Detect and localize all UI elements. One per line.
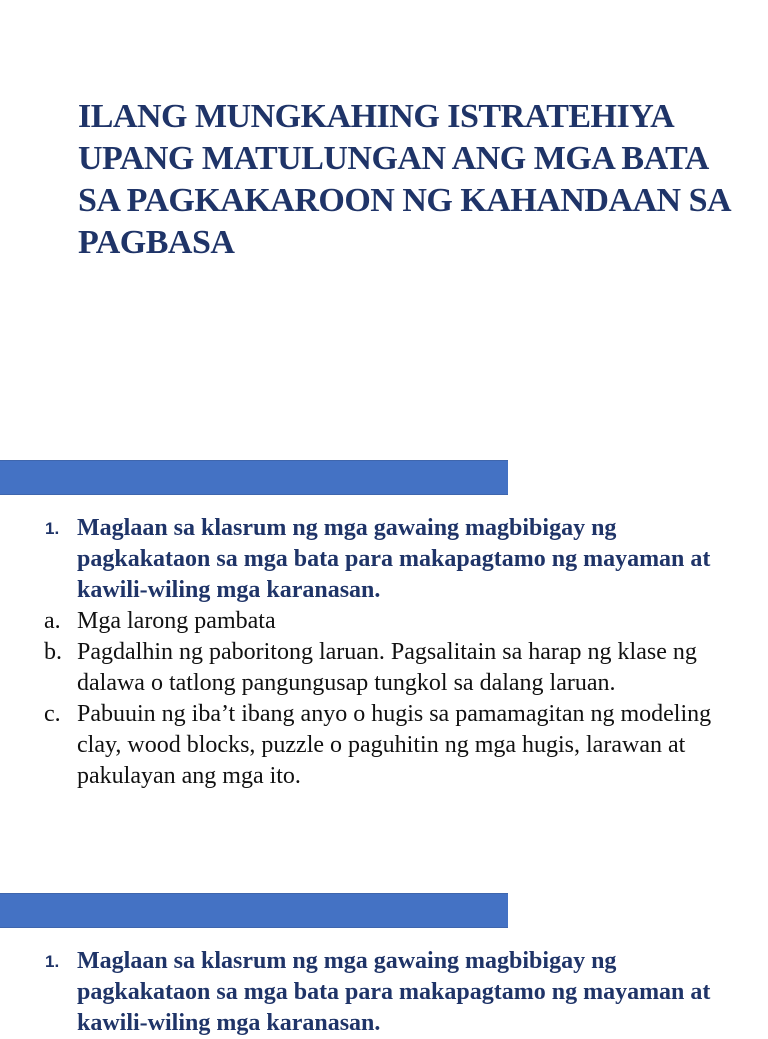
numbered-item	[0, 946, 768, 1039]
section-header-bar	[0, 893, 508, 928]
list-item-text: Mga larong pambata	[77, 608, 276, 634]
numbered-item	[0, 513, 768, 606]
list-marker: b.	[44, 639, 62, 665]
item-text: Maglaan sa klasrum ng mga gawaing magbibigay ng pagkakataon sa mga bata para makapagtamo ng mayaman at kawili-wiling mga karanasan.	[77, 948, 711, 1036]
list-marker: a.	[44, 608, 61, 634]
list-item-text: Pagdalhin ng paboritong laruan. Pagsalitain sa harap ng klase ng dalawa o tatlong pangungusap tungkol sa dalang laruan.	[77, 639, 697, 696]
list-item	[0, 637, 768, 699]
strategy-section	[0, 946, 768, 1039]
page-title: ILANG MUNGKAHING ISTRATEHIYA UPANG MATULUNGAN ANG MGA BATA SA PAGKAKAROON NG KAHANDAAN SA PAGBASA	[78, 98, 730, 261]
list-item	[0, 606, 768, 637]
item-number: 1.	[45, 519, 60, 538]
list-marker: c.	[44, 701, 61, 727]
item-text: Maglaan sa klasrum ng mga gawaing magbibigay ng pagkakataon sa mga bata para makapagtamo ng mayaman at kawili-wiling mga karanasan.	[77, 515, 711, 603]
sub-list	[0, 606, 768, 792]
strategy-section	[0, 513, 768, 792]
list-item-text: Pabuuin ng iba’t ibang anyo o hugis sa pamamagitan ng modeling clay, wood blocks, puzzle o paguhitin ng mga hugis, larawan at pakulayan ang mga ito.	[77, 701, 712, 789]
section-header-bar	[0, 460, 508, 495]
list-item	[0, 699, 768, 792]
item-number: 1.	[45, 952, 60, 971]
